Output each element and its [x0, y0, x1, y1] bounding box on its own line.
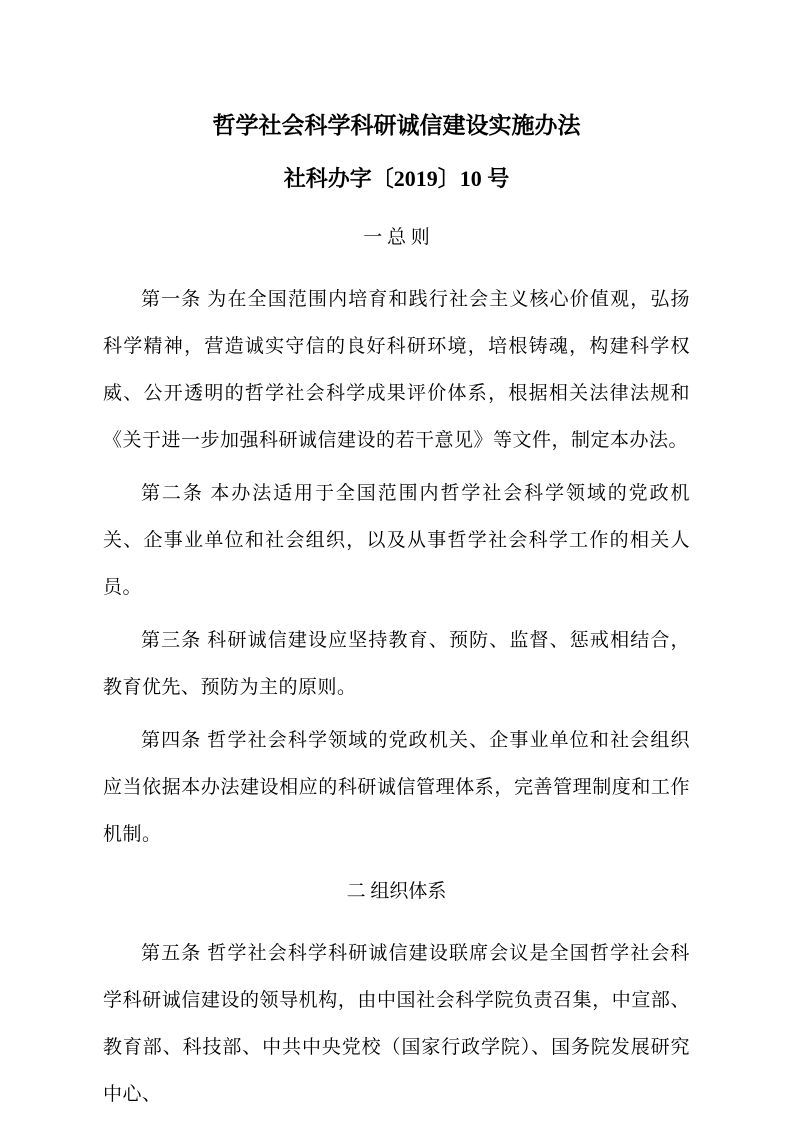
section-heading: 一 总 则 — [363, 227, 430, 248]
document-title: 哲学社会科学科研诚信建设实施办法 — [212, 113, 581, 138]
paragraph-article-3: 第三条 科研诚信建设应坚持教育、预防、监督、惩戒相结合，教育优先、预防为主的原则。 — [103, 630, 690, 698]
document-number: 社科办字〔2019〕10 号 — [283, 166, 510, 191]
paragraph-article-4: 第四条 哲学社会科学领域的党政机关、企事业单位和社会组织应当依据本办法建设相应的科研诚信管理体系，完善管理制度和工作机制。 — [103, 730, 690, 845]
section-heading: 二 组织体系 — [346, 881, 447, 902]
section-organizational-system — [103, 880, 690, 1118]
paragraph-article-1: 第一条 为在全国范围内培育和践行社会主义核心价值观，弘扬科学精神，营造诚实守信的良好科研环境，培根铸魂，构建科学权威、公开透明的哲学社会科学成果评价体系，根据相关法律法规和《关于进一步加强科研诚信建设的若干意见》等文件，制定本办法。 — [103, 289, 690, 451]
section-general-provisions — [103, 226, 690, 858]
paragraph-article-5: 第五条 哲学社会科学科研诚信建设联席会议是全国哲学社会科学科研诚信建设的领导机构，由中国社会科学院负责召集，中宣部、教育部、科技部、中共中央党校（国家行政学院）、国务院发展研究中心、 — [103, 943, 690, 1105]
paragraph-article-2: 第二条 本办法适用于全国范围内哲学社会科学领域的党政机关、企事业单位和社会组织，以及从事哲学社会科学工作的相关人员。 — [103, 483, 690, 598]
